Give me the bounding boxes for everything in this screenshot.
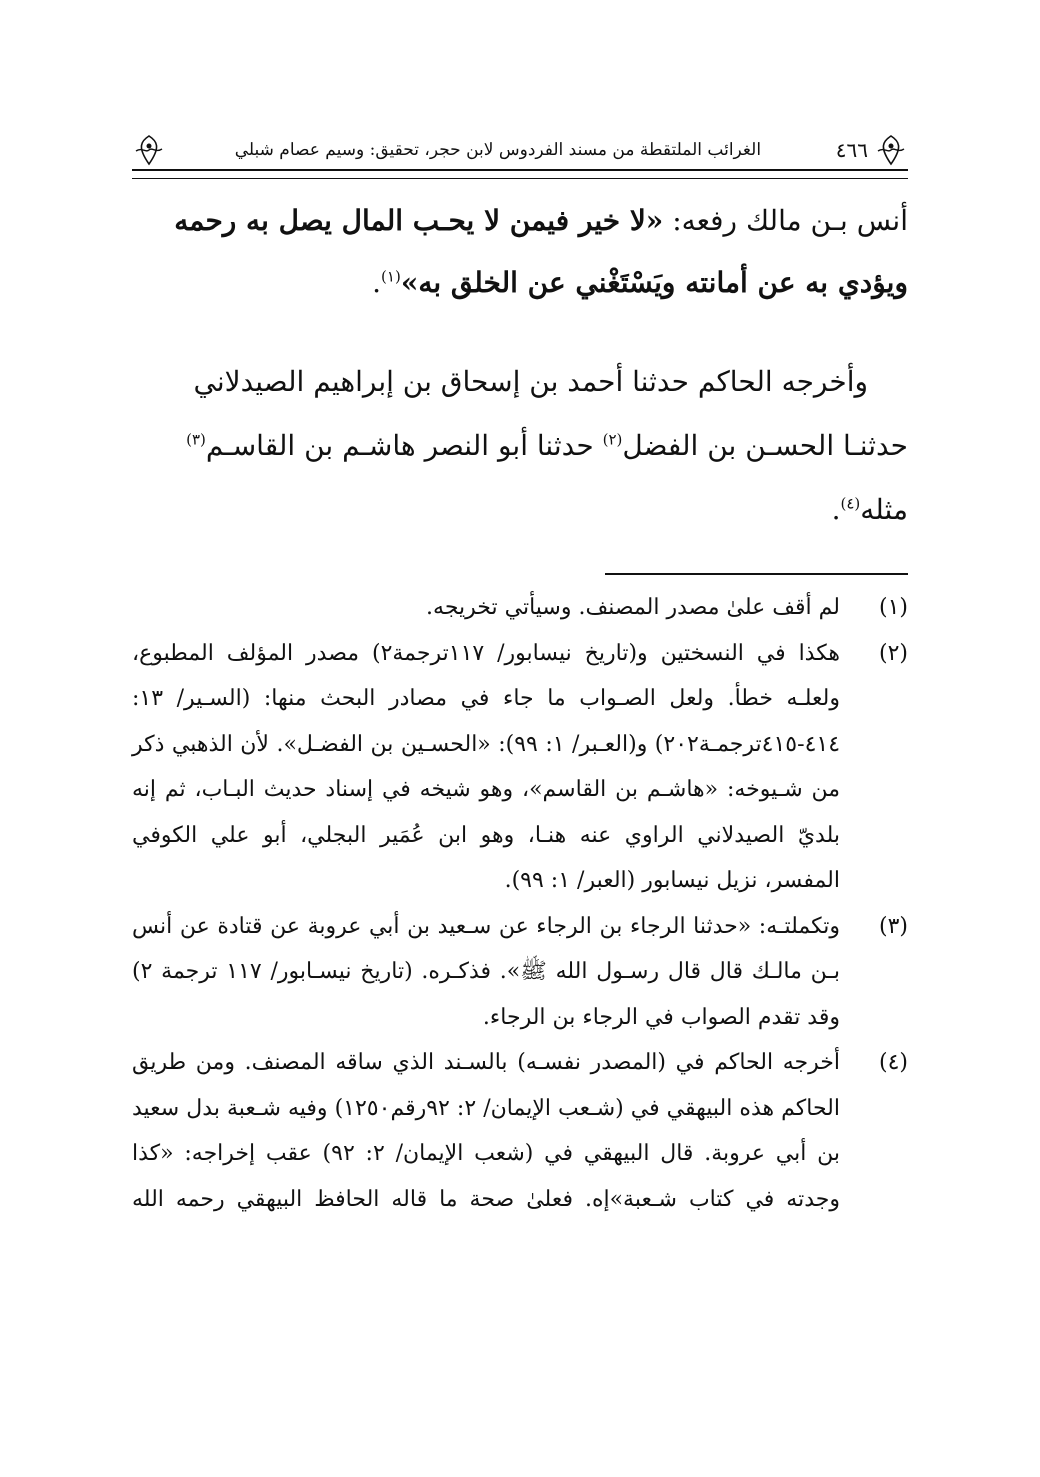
ornament-icon <box>132 133 166 167</box>
footnote-number: (٣) <box>878 913 908 939</box>
footnote-ref-3: (٣) <box>186 430 206 449</box>
footnote-item <box>132 1040 908 1222</box>
hadith-text <box>132 190 908 314</box>
running-title: الغرائب الملتقطة من مسند الفردوس لابن حجر، تحقيق: وسيم عصام شبلي <box>234 140 762 160</box>
header-divider <box>132 169 908 179</box>
footnote-number: (٤) <box>878 1050 908 1075</box>
isnad-end: . <box>831 493 841 526</box>
isnad-part-2: حدثنا أبو النصر هاشـم بن القاسـم <box>205 429 603 462</box>
footnote-ref-1: (١) <box>381 267 401 286</box>
footnote-number: (٢) <box>878 640 908 666</box>
footnote-text: أخرجه الحاكم في (المصدر نفسـه) بالسـند الذي ساقه المصنف. ومن طريق الحاكم هذه البيهقي في (شـعب الإيمان/ ٢: ٩٢رقم١٢٥٠) وفيه شـعبة بدل سعيد بن أبي عروبة. قال البيهقي في (شعب الإيمان/ ٢: ٩٢) عقب إخراجه: «كذا وجدته في كتاب شـعبة»إه. فعلىٰ صحة ما قاله الحافظ البيهقي رحمه الله <box>132 1050 840 1212</box>
ornament-icon <box>874 133 908 167</box>
footnote-item <box>132 585 908 631</box>
footnote-ref-2: (٢) <box>602 430 623 449</box>
footnotes-list <box>132 585 908 1222</box>
footnote-number: (١) <box>878 595 908 620</box>
footnote-ref-4: (٤) <box>840 494 861 513</box>
isnad-part-1: وأخرجه الحاكم حدثنا أحمد بن إسحاق بن إبراهيم الصيدلاني حدثنـا الحسـن بن الفضل <box>193 365 908 462</box>
page-number: ٤٦٦ <box>835 138 868 162</box>
footnote-text: لم أقف علىٰ مصدر المصنف. وسيأتي تخريجه. <box>426 595 840 620</box>
footnote-item <box>132 904 908 1041</box>
footnote-item <box>132 631 908 904</box>
hadith-end: . <box>372 266 382 299</box>
hadith-matn: «لا خير فيمن لا يحـب المال يصل به رحمه ويؤدي به عن أمانته ويَسْتَغْني عن الخلق به» <box>174 204 908 299</box>
footnote-text: وتكملتـه: «حدثنا الرجاء بن الرجاء عن سـعيد بن أبي عروبة عن قتادة عن أنس بـن مالـك قال قال رسـول الله ﷺ». فذكـره. (تاريخ نيسـابور/ ١١٧ ترجمة ٢) وقد تقدم الصواب في الرجاء بن الرجاء. <box>132 913 840 1030</box>
isnad-part-3: مثله <box>860 493 908 526</box>
footnote-text: هكذا في النسختين و(تاريخ نيسابور/ ١١٧ترجمة٢) مصدر المؤلف المطبوع، ولعلـه خطأ. ولعل الصـواب ما جاء في مصادر البحث منها: (السـير/ ١٣: ٤١٤-٤١٥ترجمـة٢٠٢) و(العـبر/ ١: ٩٩): «الحسـين بن الفضـل». لأن الذهبي ذكر من شـيوخه: «هاشـم بن القاسم»، وهو شيخه في إسناد حديث البـاب، ثم إنه بلديّ الصيدلاني الراوي عنه هنـا، وهو ابن عُمَير البجلي، أبو علي الكوفي المفسر، نزيل نيسابور (العبر/ ١: ٩٩). <box>132 640 841 893</box>
footnote-divider <box>605 573 908 575</box>
isnad-paragraph <box>132 350 908 542</box>
running-header <box>132 128 908 172</box>
hadith-prefix: أنس بـن مالك رفعه: <box>663 204 908 237</box>
